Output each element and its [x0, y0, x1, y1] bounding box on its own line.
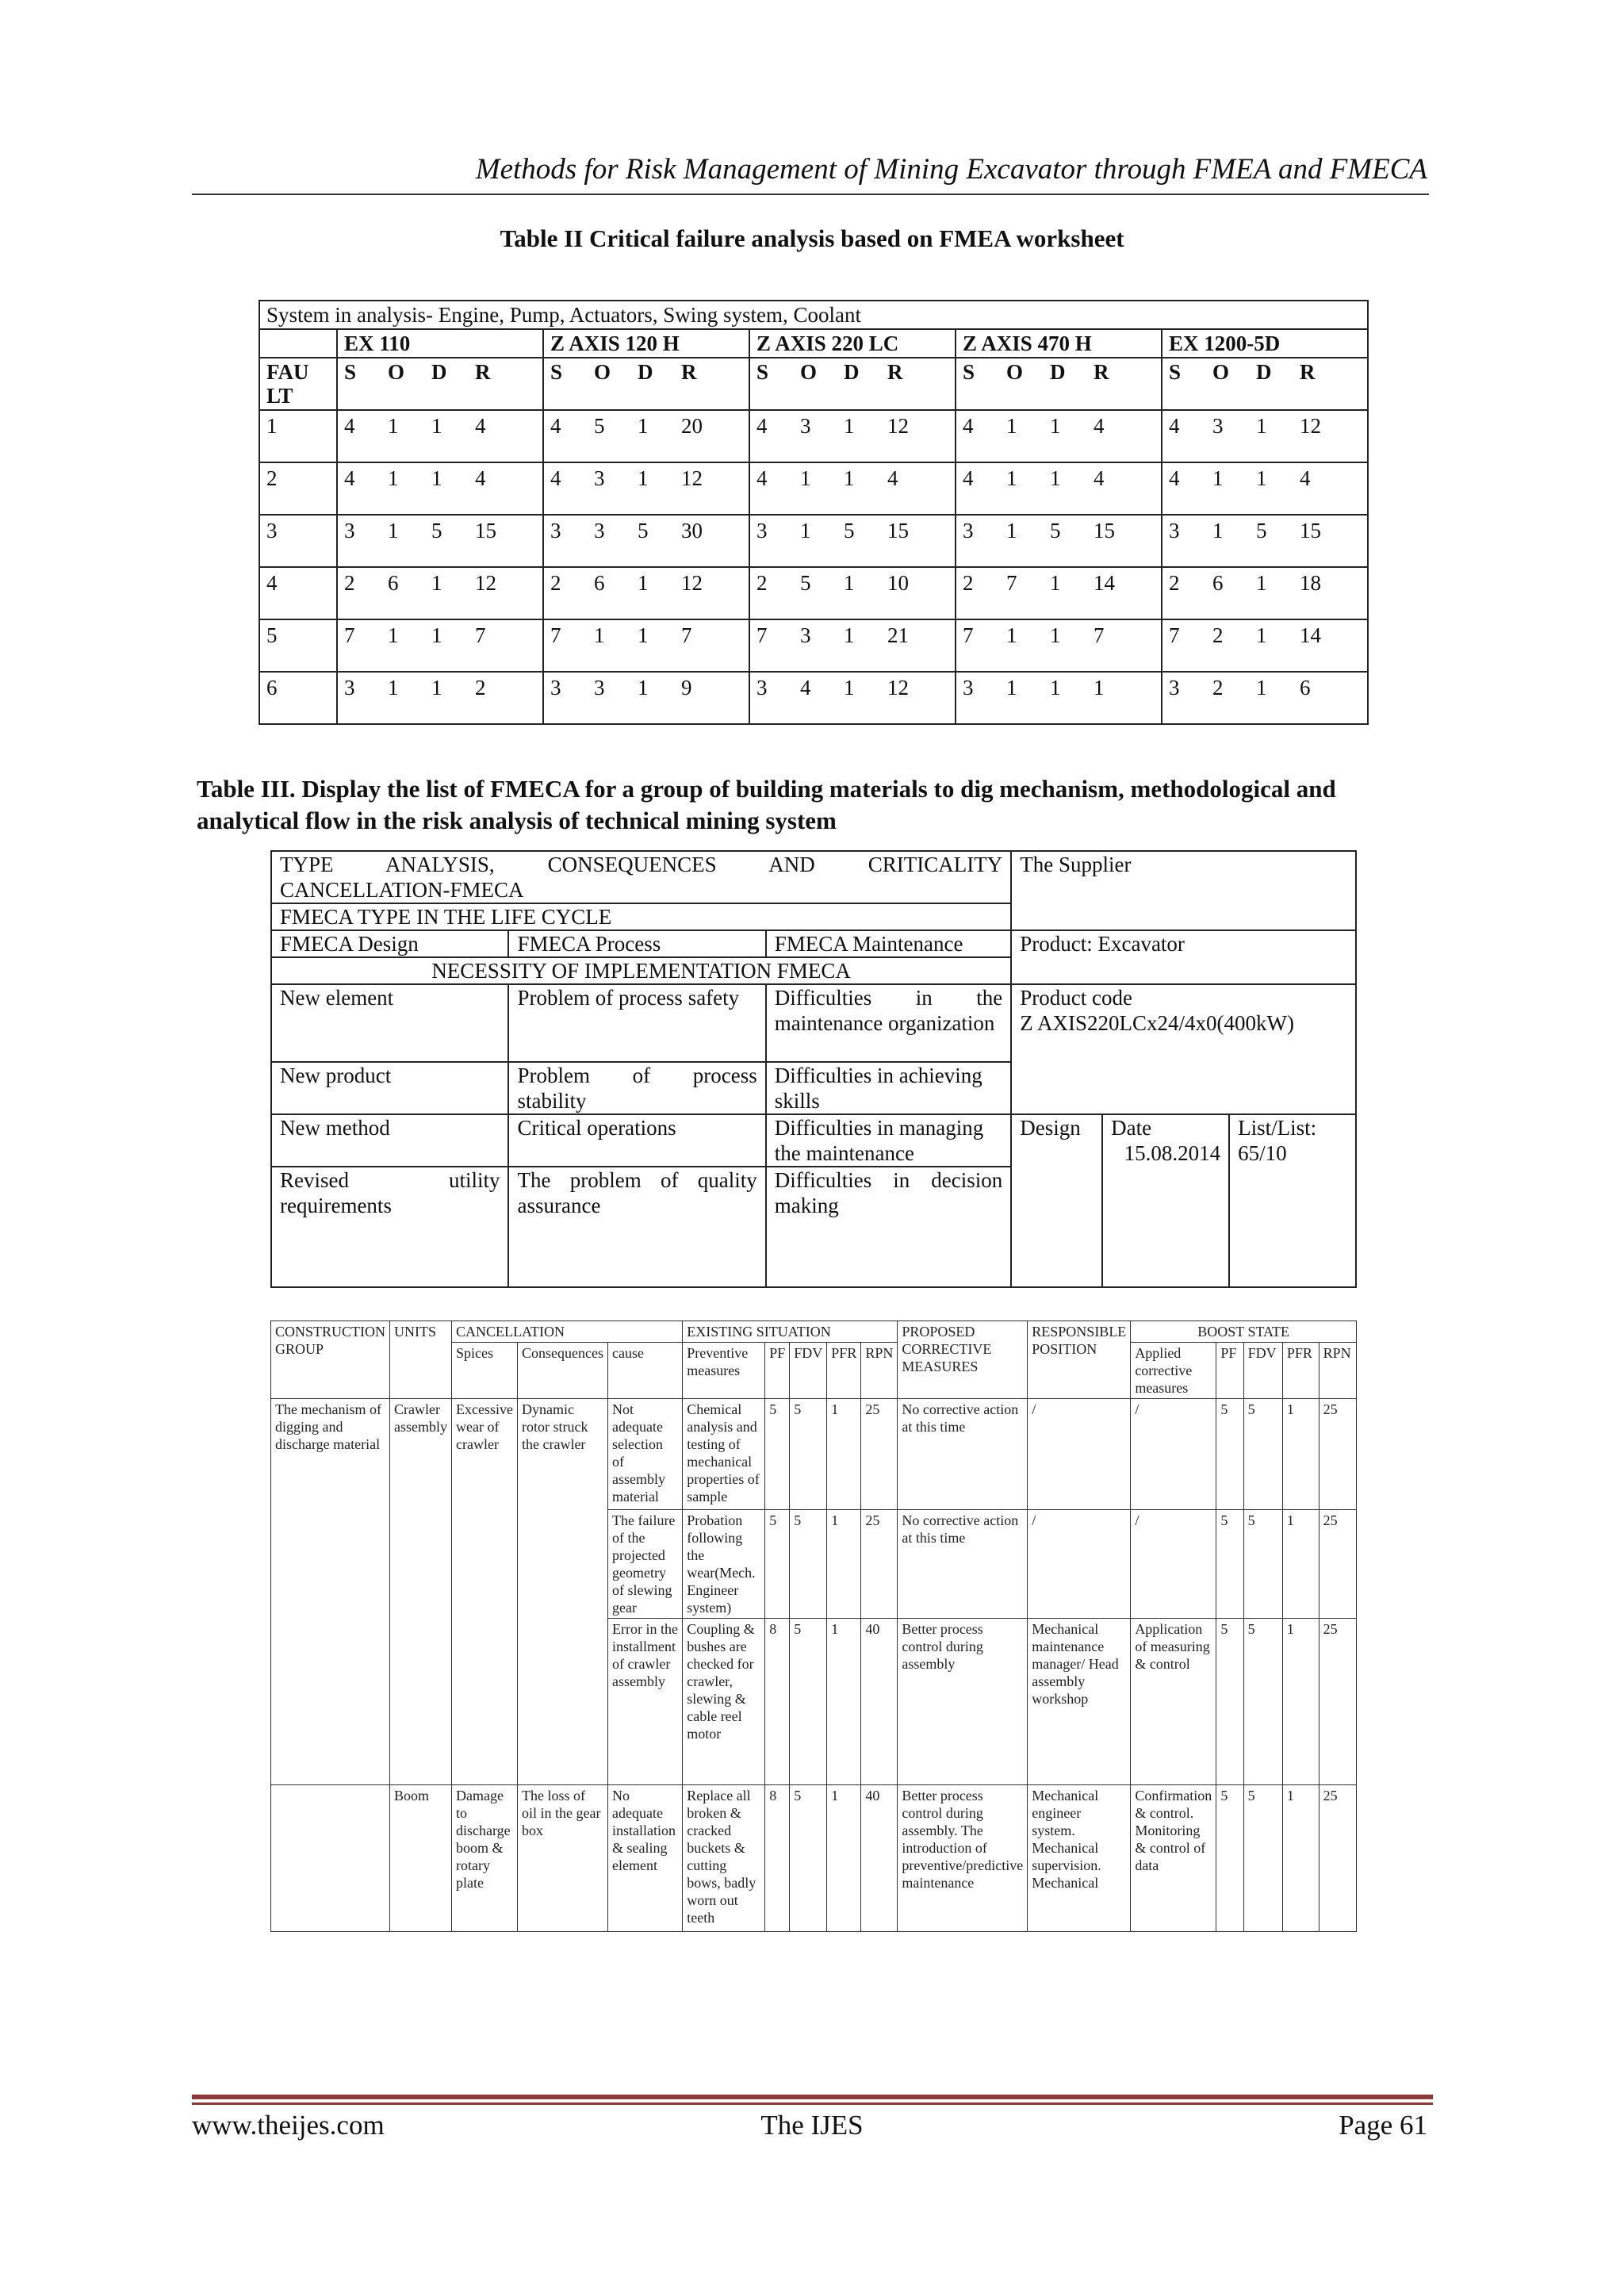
row-bfdv: 5 [1243, 1785, 1282, 1932]
sodr-values: 4 1 1 4 [337, 462, 543, 515]
h-boost: BOOST STATE [1131, 1321, 1357, 1343]
model-zaxis470h: Z AXIS 470 H [956, 329, 1162, 358]
sodr-values: 4 1 1 4 [337, 410, 543, 462]
row-pf: 5 [765, 1510, 790, 1619]
row-bpfr: 1 [1282, 1785, 1319, 1932]
fmeca-process: FMECA Process [508, 930, 765, 957]
sodr-header: S O D R [337, 358, 543, 410]
sodr-header: S O D R [956, 358, 1162, 410]
h-existing: EXISTING SITUATION [683, 1321, 898, 1343]
row-bpf: 5 [1216, 1510, 1243, 1619]
row-pf: 8 [765, 1619, 790, 1785]
list-cell: List/List: 65/10 [1229, 1114, 1356, 1287]
h-fdv: FDV [790, 1343, 827, 1399]
row-prop: No corrective action at this time [898, 1510, 1028, 1619]
row-brpn: 25 [1319, 1619, 1356, 1785]
fault-number: 1 [259, 410, 337, 462]
cons-boom: The loss of oil in the gear box [517, 1785, 607, 1932]
sodr-values: 4 1 1 4 [956, 462, 1162, 515]
new-product: New product [271, 1062, 508, 1114]
supplier-cell: The Supplier [1011, 851, 1356, 930]
fmeca-worksheet-table [270, 1320, 1357, 1932]
row-fdv: 5 [790, 1510, 827, 1619]
sodr-values: 2 6 1 12 [543, 567, 749, 619]
row-rpn: 40 [861, 1785, 898, 1932]
row-cause: Error in the installment of crawler assembly [607, 1619, 682, 1785]
process-safety: Problem of process safety [508, 984, 765, 1062]
h-units: UNITS [390, 1321, 452, 1399]
row-pfr: 1 [827, 1399, 861, 1510]
h-pf: PF [765, 1343, 790, 1399]
row-fdv: 5 [790, 1399, 827, 1510]
fault-row [259, 515, 1368, 567]
sodr-values: 2 5 1 10 [749, 567, 956, 619]
fmea-table [259, 300, 1369, 725]
quality-assurance: The problem of quality assurance [508, 1167, 765, 1287]
row-pfr: 1 [827, 1619, 861, 1785]
type-analysis-cell: TYPE ANALYSIS, CONSEQUENCES AND CRITICALITY CANCELLATION-FMECA [271, 851, 1011, 903]
h-construction-group: CONSTRUCTION GROUP [271, 1321, 390, 1399]
row-bpfr: 1 [1282, 1619, 1319, 1785]
design-label: Design [1011, 1114, 1102, 1287]
row-brpn: 25 [1319, 1510, 1356, 1619]
decision-making: Difficulties in decision making [766, 1167, 1011, 1287]
row-pfr: 1 [827, 1785, 861, 1932]
maint-org: Difficulties in the maintenance organization [766, 984, 1011, 1062]
row-resp: Mechanical engineer system. Mechanical supervision. Mechanical [1028, 1785, 1131, 1932]
fault-row [259, 567, 1368, 619]
fault-number: 2 [259, 462, 337, 515]
spice-boom: Damage to discharge boom & rotary plate [452, 1785, 518, 1932]
row-cause: Not adequate selection of assembly material [607, 1399, 682, 1510]
product-cell: Product: Excavator [1011, 930, 1356, 984]
sodr-values: 2 6 1 12 [337, 567, 543, 619]
footer-url: www.theijes.com [192, 2110, 385, 2141]
sodr-values: 7 2 1 14 [1162, 619, 1368, 672]
new-element: New element [271, 984, 508, 1062]
necessity-cell: NECESSITY OF IMPLEMENTATION FMECA [271, 957, 1011, 984]
row-cause: No adequate installation & sealing element [607, 1785, 682, 1932]
row-rpn: 25 [861, 1510, 898, 1619]
unit-crawler: Crawler assembly [390, 1399, 452, 1785]
sodr-values: 7 1 1 7 [337, 619, 543, 672]
sodr-values: 3 4 1 12 [749, 672, 956, 724]
model-zaxis220lc: Z AXIS 220 LC [749, 329, 956, 358]
sodr-values: 3 3 1 9 [543, 672, 749, 724]
row-rpn: 25 [861, 1399, 898, 1510]
process-stability: Problem of process stability [508, 1062, 765, 1114]
h-proposed: PROPOSED CORRECTIVE MEASURES [898, 1321, 1028, 1399]
row-prev: Replace all broken & cracked buckets & cutting bows, badly worn out teeth [683, 1785, 765, 1932]
sodr-values: 7 3 1 21 [749, 619, 956, 672]
h-consequences: Consequences [517, 1343, 607, 1399]
row-bpfr: 1 [1282, 1510, 1319, 1619]
row-bpf: 5 [1216, 1399, 1243, 1510]
sodr-values: 2 7 1 14 [956, 567, 1162, 619]
running-header: Methods for Risk Management of Mining Excavator through FMEA and FMECA [475, 153, 1427, 186]
sodr-values: 4 3 1 12 [543, 462, 749, 515]
revised-req: Revised utility requirements [271, 1167, 508, 1287]
row-prev: Probation following the wear(Mech. Engineer system) [683, 1510, 765, 1619]
h-applied: Applied corrective measures [1131, 1343, 1216, 1399]
system-cell: System in analysis- Engine, Pump, Actuators, Swing system, Coolant [259, 301, 1368, 329]
fault-row [259, 462, 1368, 515]
row-applied: / [1131, 1399, 1216, 1510]
row-applied: / [1131, 1510, 1216, 1619]
row-prop: Better process control during assembly [898, 1619, 1028, 1785]
sodr-values: 3 1 1 2 [337, 672, 543, 724]
row-resp: / [1028, 1399, 1131, 1510]
spice-crawler: Excessive wear of crawler [452, 1399, 518, 1785]
row-fdv: 5 [790, 1619, 827, 1785]
fault-number: 4 [259, 567, 337, 619]
h-pfr: PFR [827, 1343, 861, 1399]
h-responsible: RESPONSIBLE POSITION [1028, 1321, 1131, 1399]
fault-row [259, 410, 1368, 462]
cons-crawler: Dynamic rotor struck the crawler [517, 1399, 607, 1785]
row-pf: 5 [765, 1399, 790, 1510]
sodr-values: 3 1 5 15 [1162, 515, 1368, 567]
row-prev: Chemical analysis and testing of mechanical properties of sample [683, 1399, 765, 1510]
managing-maint: Difficulties in managing the maintenance [766, 1114, 1011, 1167]
fmeca-design: FMECA Design [271, 930, 508, 957]
row-pfr: 1 [827, 1510, 861, 1619]
skills: Difficulties in achieving skills [766, 1062, 1011, 1114]
sodr-header: S O D R [543, 358, 749, 410]
fault-label: FAU LT [259, 358, 337, 410]
row-brpn: 25 [1319, 1399, 1356, 1510]
row-prop: No corrective action at this time [898, 1399, 1028, 1510]
row-cause: The failure of the projected geometry of slewing gear [607, 1510, 682, 1619]
critical-ops: Critical operations [508, 1114, 765, 1167]
sodr-values: 7 1 1 7 [543, 619, 749, 672]
construction-group: The mechanism of digging and discharge material [271, 1399, 390, 1785]
row-fdv: 5 [790, 1785, 827, 1932]
sodr-values: 3 1 5 15 [337, 515, 543, 567]
row-bfdv: 5 [1243, 1399, 1282, 1510]
row-bpf: 5 [1216, 1619, 1243, 1785]
footer-rule [192, 2102, 1433, 2105]
fault-number: 5 [259, 619, 337, 672]
row-pf: 8 [765, 1785, 790, 1932]
fault-number: 3 [259, 515, 337, 567]
sodr-values: 4 3 1 12 [749, 410, 956, 462]
fault-row [259, 619, 1368, 672]
fault-number: 6 [259, 672, 337, 724]
sodr-header: S O D R [749, 358, 956, 410]
model-zaxis120h: Z AXIS 120 H [543, 329, 749, 358]
row-bpfr: 1 [1282, 1399, 1319, 1510]
h-cause: cause [607, 1343, 682, 1399]
footer-page: Page 61 [1339, 2110, 1427, 2141]
sodr-values: 3 2 1 6 [1162, 672, 1368, 724]
sodr-values: 4 1 1 4 [1162, 462, 1368, 515]
row-brpn: 25 [1319, 1785, 1356, 1932]
row-resp: / [1028, 1510, 1131, 1619]
sodr-values: 3 1 1 1 [956, 672, 1162, 724]
sodr-values: 3 1 5 15 [956, 515, 1162, 567]
date-cell: Date 15.08.2014 [1102, 1114, 1229, 1287]
row-applied: Application of measuring & control [1131, 1619, 1216, 1785]
construction-group-empty [271, 1785, 390, 1932]
sodr-values: 3 1 5 15 [749, 515, 956, 567]
fmeca-maintenance: FMECA Maintenance [766, 930, 1011, 957]
h-rpn: RPN [861, 1343, 898, 1399]
row-applied: Confirmation & control. Monitoring & control of data [1131, 1785, 1216, 1932]
model-ex110: EX 110 [337, 329, 543, 358]
row-bpf: 5 [1216, 1785, 1243, 1932]
h-preventive: Preventive measures [683, 1343, 765, 1399]
sodr-values: 4 5 1 20 [543, 410, 749, 462]
h-b-rpn: RPN [1319, 1343, 1356, 1399]
row-bfdv: 5 [1243, 1619, 1282, 1785]
table3-caption: Table III. Display the list of FMECA for a group of building materials to dig mechanism, methodological and analytical flow in the risk analysis of technical mining system [197, 775, 1336, 834]
row-rpn: 40 [861, 1619, 898, 1785]
fault-row [259, 672, 1368, 724]
model-ex1200: EX 1200-5D [1162, 329, 1368, 358]
sodr-values: 4 1 1 4 [749, 462, 956, 515]
row-prop: Better process control during assembly. The introduction of preventive/predictive maintenance [898, 1785, 1028, 1932]
row-resp: Mechanical maintenance manager/ Head assembly workshop [1028, 1619, 1131, 1785]
fmeca-header-table [270, 850, 1357, 1288]
h-b-fdv: FDV [1243, 1343, 1282, 1399]
blank-cell [259, 329, 337, 358]
row-bfdv: 5 [1243, 1510, 1282, 1619]
product-code-cell: Product code Z AXIS220LCx24/4x0(400kW) [1011, 984, 1356, 1114]
new-method: New method [271, 1114, 508, 1167]
h-cancellation: CANCELLATION [452, 1321, 683, 1343]
h-b-pfr: PFR [1282, 1343, 1319, 1399]
fmea-table-body [259, 410, 1368, 724]
row-prev: Coupling & bushes are checked for crawler, slewing & cable reel motor [683, 1619, 765, 1785]
sodr-values: 3 3 5 30 [543, 515, 749, 567]
footer-rule [192, 2095, 1433, 2099]
table2-caption: Table II Critical failure analysis based on FMEA worksheet [500, 224, 1124, 252]
header-rule [192, 194, 1429, 195]
sodr-values: 4 1 1 4 [956, 410, 1162, 462]
sodr-values: 4 3 1 12 [1162, 410, 1368, 462]
h-b-pf: PF [1216, 1343, 1243, 1399]
life-cycle-cell: FMECA TYPE IN THE LIFE CYCLE [271, 903, 1011, 930]
sodr-header: S O D R [1162, 358, 1368, 410]
unit-boom: Boom [390, 1785, 452, 1932]
h-spices: Spices [452, 1343, 518, 1399]
footer-journal: The IJES [760, 2110, 864, 2141]
sodr-values: 7 1 1 7 [956, 619, 1162, 672]
sodr-values: 2 6 1 18 [1162, 567, 1368, 619]
